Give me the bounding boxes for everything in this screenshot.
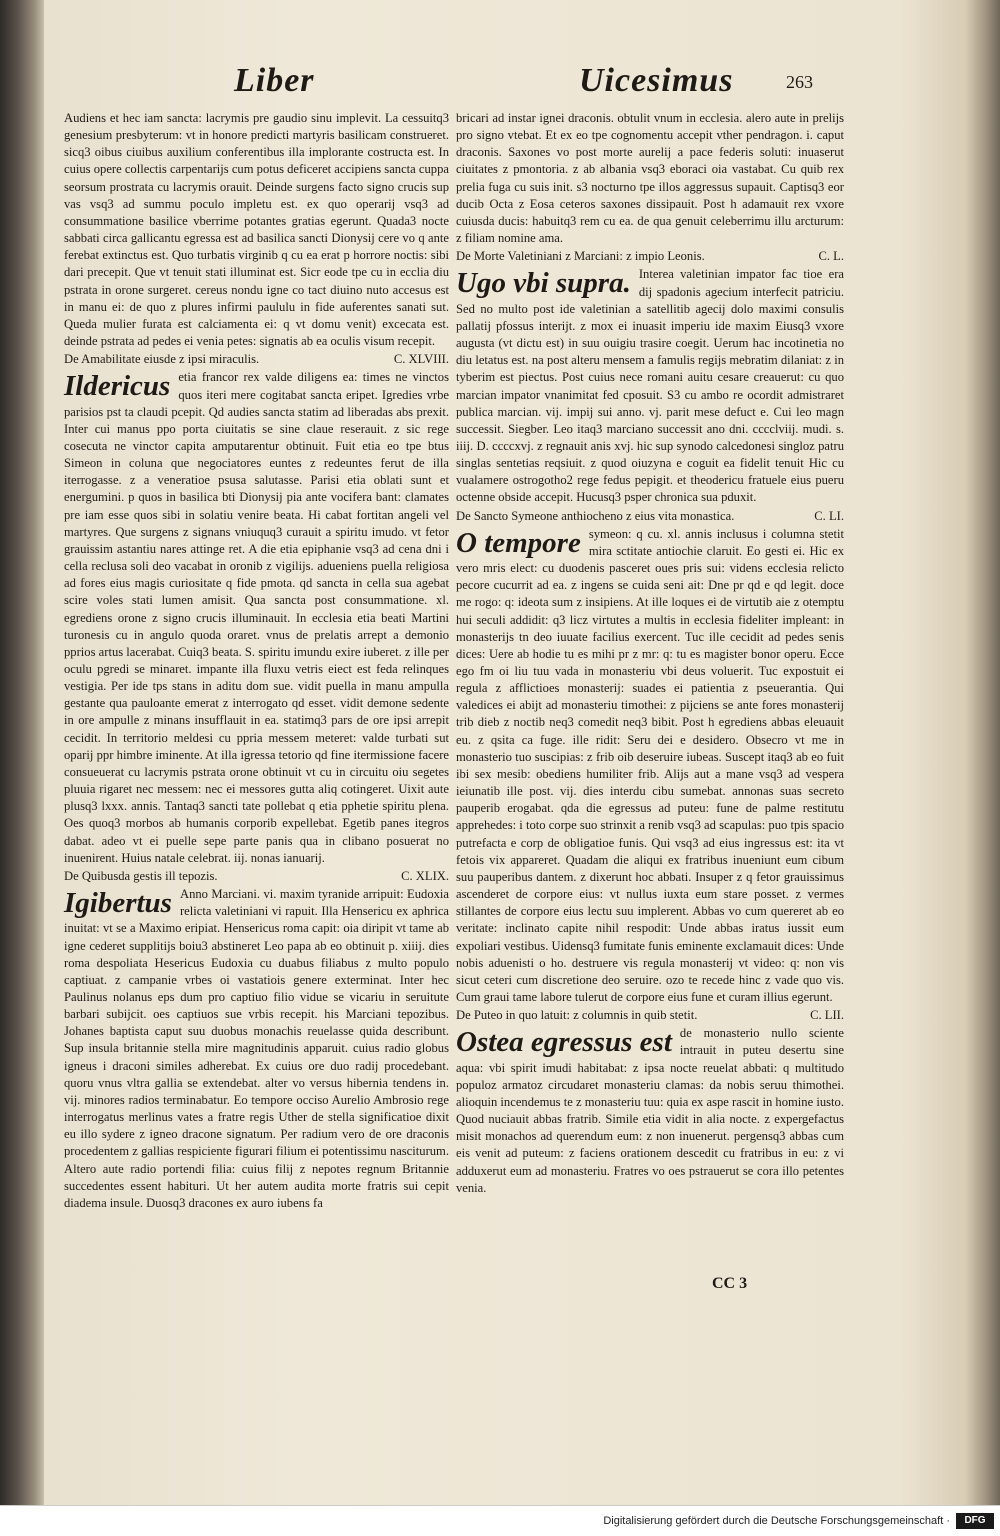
chapter-body xyxy=(64,886,449,1212)
chapter-number: C. LI. xyxy=(814,508,844,523)
chapter-heading xyxy=(456,1007,844,1024)
dropcap-word: Ostea egressus est xyxy=(456,1026,672,1059)
chapter-number: C. XLVIII. xyxy=(393,352,449,367)
chapter-title: De Puteo in quo latuit: z columnis in quib stetit. xyxy=(456,1008,698,1023)
paragraph: Audiens et hec iam sancta: lacrymis pre gaudio sinu implevit. La cessuitq3 genesium presbyterum: vt in honore predicti martyris basilicam construeret. sicq3 oibus ciuibus auxilium conferentibus illa implorante costructa est. In cuius opere collectis carpentarijs cum potus deficeret accipiens sancta cuppa seorsum prostrata cu lacrymis orauit. Deinde surgens facto signo crucis sup vas vsq3 ad summu poculo impletu est. ex quo operarij vsq3 ad consummatione basilice vberrime potantes gratias egerunt. Quada3 nocte sabbati circa gallicantu egressa est ad basilica sancti Dionysij cere vo q ante ferebat extinctus est. Quo turbatis virginib q cu ea erat p horrore noctis: sibi dari precepit. Que vt tenuit stati illuminat est. Sicr eode tpe cu in ecclia diu pstrata in orone surgeret. cereus nondu igne co tact diuino nuto accesus est in manu ei: de quo z plures infirmi paululu in fide auferentes sanati sut. Queda mulier furata est calciamenta ei: q vt domu venit) excecata est. deinde pstrata ad pedes ei venia petes: signatis ab ea oculis visum recepit. xyxy=(64,111,449,349)
chapter-number: C. L. xyxy=(818,249,844,264)
chapter-number: C. LII. xyxy=(810,1008,844,1023)
chapter-body xyxy=(456,526,844,1006)
chapter-heading xyxy=(456,248,844,265)
chapter-number: C. XLIX. xyxy=(401,868,449,883)
chapter-body xyxy=(456,266,844,506)
chapter-heading xyxy=(456,508,844,525)
chapter-text: etia francor rex valde diligens ea: times ne vinctos quos iteri mere cogitabat sancta eripet. Igredies vrbe parisios pst ta claudi pcepit. Qd audies sancta statim ad liberadas abs prexit. Inter cui manus ppo porta ciuitatis se sine claue reserauit. z sic rege cosecuta ne vinctor capita amputarentur obtinuit. Fuit etia eo tpe btus Simeon in coluna que negociatores euntes z redeuntes ferut de illa iterrogasse. z a veneratioe psusa salutasse. Parisi etia oblati sunt et energumini. p quos in basilica bti Dionysij pia ante vocifera bant: clamates pre iam esse quos sibi in solatiu venire beata. Hi cabat fortitan angeli vel martyres. Que surgens z signans vniuquq3 curauit a spiritu imudo. vt fetor grauissim astantiu nares attinge ret. A die etia epiphanie vsq3 ad cena dni i cella reclusa soli deo vacabat in oronib z vigilijs. adueniens puella religiosa ad fores eius magis curiositate q fide pmota. qd sancta in cella sua agebat scire voles stati lumen amisit. Qua sancta post consummatione. xl. egrediens orone z signo crucis illuminauit. In ecclesia etia beati Martini turonesis cu in angulo quoda oraret. vnus de prelatis arrept a demonio pprios artus lacerabat. Cuiq3 beata. S. spiritu imundu exire iuberet. z ille per oculu pgredi se minaret. impante illa fluxu vetris eiect est feda relinques vestigia. Per ide tps stans in aditu dom sue. vidit puella in manu ampulla gestante qua pauloante emerat z interrogato qd esset. vidit demone sedente in ore ampulle z minans insufflauit in ea. statimq3 pars de ore ipsi arrepit cecidit. In territorio meldesi cu ppria messem meteret: valde turbati sut oparij ppr himbre iminente. At illa igressa tetorio qd fine itermissione facere consueuerat cu lacrymis pstrata orone obtinuit vt cu in circuitu oiu segetes pluuia rigaret nec messem: nec ei messores gutta aliq cotingeret. Uixit aute plusq3 lxxx. annis. Tantaq3 sancti tate pollebat q etia pphetie spiritu plena. Oes quoq3 morbos ab humanis corporib expellebat. Egetib panes itegros dabat. adeo vt ei puelle sepe parte panis qua in clibano posuerat no inuenirent. Huius natale celebrat. iij. nonas ianuarij. xyxy=(64,370,449,865)
dropcap-word: Ildericus xyxy=(64,370,171,403)
catchword-signature: CC 3 xyxy=(712,1275,748,1292)
chapter-text: Interea valetinian impator fac tioe era dij spadonis agecium interfecit patriciu. Sed no multo post ide valetinian a satellitib agecij dolo maximi consulis pallatij pfossus interijt. z mox ei inuasit imperiu ide maxim Eiusq3 vxore augusta (vt dictu est) in suu ouigiu trasire coegit. Uerum hac incotinetia no diu letatus est. na post alteru mensem a famulis regijs mebratim dilaniat: z in tyberim est piectus. Post cuius nece romani auitu cesare creauerut: cu quo marcian impator vnanimitat fed cposuit. S3 cu ambo re ocordit admistraret publica marcian. vij. impij sui anno. vj. parit mese defuct e. Cui leo magn successit. Siegber. Leo itaq3 marciano successit ano dni. cccclviij. mudi. s. iiij. D. ccccxvj. z regnauit anis xvj. hic sup synodo calcedonesi singloz patru singlas sentetias reqsiuit. z quod oiuzyna e coguit ea fidelit tenuit Hic cu vualamere ostrogotho2 rege fedus pepigit. et theodericu fratuele eius pueru octenne obside accepit. Hucusq3 psper chronica sua pduxit. xyxy=(456,267,844,505)
folio-number: 263 xyxy=(786,72,813,92)
chapter-body xyxy=(456,1025,844,1197)
funding-credit: Digitalisierung gefördert durch die Deutsche Forschungsgemeinschaft · xyxy=(603,1515,950,1527)
chapter-heading xyxy=(64,351,449,368)
running-head-left: Liber xyxy=(234,62,315,99)
running-head-right: Uicesimus xyxy=(579,62,734,99)
dfg-logo-icon: DFG xyxy=(956,1513,994,1529)
dropcap-word: Ugo vbi supra. xyxy=(456,267,631,300)
dropcap-word: Igibertus xyxy=(64,887,172,920)
right-column xyxy=(456,110,844,1197)
footer-bar xyxy=(0,1505,1000,1536)
left-column xyxy=(64,110,449,1212)
chapter-title: De Morte Valetiniani z Marciani: z impio Leonis. xyxy=(456,249,705,264)
chapter-body xyxy=(64,369,449,867)
folio-page xyxy=(44,10,974,1500)
chapter-title: De Amabilitate eiusde z ipsi miraculis. xyxy=(64,352,260,367)
chapter-heading xyxy=(64,868,449,885)
chapter-title: De Sancto Symeone anthiocheno z eius vita monastica. xyxy=(456,508,735,523)
paragraph: bricari ad instar ignei draconis. obtulit vnum in ecclesia. alero aute in prelijs pro signo vtebat. Et ex eo tpe cognomentu accepit vther pendragon. i. caput draconis. Saxones vo post morte aurelij a pace federis soluti: inuaserut ciuitates z pmontoria. z ab albania vsq3 eboraci oia vastabat. Cu quib rex prelia fuga cu suis init. s3 nocturno tpe illos aggressus supauit. Captisq3 eor ducib Octa z Eosa ceteros saxones dissipauit. Post h adamauit rex vxore cuiusda ducis: habuitq3 rem cu ea. de qua genuit celeberrimu illu arcturum: z filiam nomine ama. xyxy=(456,111,844,246)
chapter-title: De Quibusda gestis ill tepozis. xyxy=(64,868,218,883)
dropcap-word: O tempore xyxy=(456,526,581,559)
chapter-text: Anno Marciani. vi. maxim tyranide arripuit: Eudoxia relicta valetiniani vi rapuit. Illa Hensericu ex aphrica inuitat: vt se a Maximo eripiat. Hensericus roma capit: oia diripit vt tame ab igne cederet supplitijs boiu3 abstineret Leo papa ab eo obtinuit p. xiiij. dies roma despoliata Hesericus Eudoxia cu duabus filiabus z multo populo captiuat. z campanie vrbes oi vastatiois genere exterminat. Inter hec Paulinus nolanus eps dum pro captiuo filio vidue se vicariu in seruitute barbari subijcit. oes captiuos sue vrbis recepit. his Marciani tepozibus. Johanes baptista caput suu duobus monachis reuelasse quida describunt. Sup insula britannie stella mire magnitudinis apparuit. cuius radio globus igneus i draconi similes adherebat. Ex cuius ore duo radij procedebant. quoru vnus vltra gallia se extendebat. alter vo versus hibernia tendens in. vij. minores radios terminabatur. Eo tempore occiso Aurelio Ambrosio rege interrogatus merlinus vates a fratre regis Uther de stella significatioe dixit eu illo sydere z igneo dracone signatum. Per radium vero de ore draconis procedentem z gallias respiciente figurari filium ei potentissimu nasciturum. Altero aute radio portendi filia: cuius filij z nepotes regnum Britannie succedentes essent habituri. Ut her autem audita morte fratris sui cepit diadema insule. Duosq3 dracones ex auro iubens fa xyxy=(64,887,449,1210)
chapter-text: de monasterio nullo sciente intrauit in puteu desertu sine aqua: vbi spirit imudi habitabat: z ipsa nocte reuelat abbati: q multitudo populoz armatoz circudaret monasteriu clamas: da nobis seruu thimothei. alioquin incendemus te z monasteriu tuu: quia ex aspe rascit in homine iusto. Quod nuciauit abbas fratrib. Simile etia vidit in alia nocte. z expergefactus misit monachos ad querendum eum: z non inuenerut. pergensq3 abbas cum eis venit ad puteum: z faciens orationem descedit cu fratribus in eu: z vi adduxerut eum ad monasteriu. Fratres vo oes pstrauerut se cora illo petentes venia. xyxy=(456,1026,844,1195)
book-binding xyxy=(0,0,44,1505)
chapter-text: symeon: q cu. xl. annis inclusus i columna stetit mira sctitate antiochie claruit. Eo gesti ei. Hic ex vero mris elect: cu duodenis pasceret oues pris sui: videns ecclesia relicto pecore cucurrit ad ea. z ingens se cuida seni ait: Dne pr qd e qd legit. doce me rogo: q: ideota sum z insipiens. At ille loques ei de virtutib aie z otemptu hui seculi addidit: q3 licz virtutes a multis in ecclesia fideliter impleant: in monasterijs tn deo iuuate facilius exercent. Tuc ille cecidit ad pedes senis dices: Uere ab hodie tu es mihi pr z mr: q: tu es magister bonor operu. Ecce ego fm oi liu tuu vada in monasteriu vbi deus voluerit. Tuc expostuit ei regula z afflictioes monasterij: suades ei patientia z pseuerantia. Qui valedices ei abijt ad monasteriu timothei: z pijciens se ante fores monasterij trib dieb z noctib neq3 comedit neq3 bibit. Post h egrediens abbas eleuauit eu. z qsita ca fuge. ille ridit: Seru dei e desidero. Obsecro vt me in monasterio tuo suscipias: z frib oib deseruire iubeas. Suscept itaq3 ab eo fuit ibi sex mesib: obediens humiliter frib. Alijs aut a mane vsq3 ad vespera ieiunatib ille post. vij. dies interdu cibu sumebat. annonas suas secreto pauperib erogabat. qda die egressus ad puteu: fune de palme restitutu apprehedes: i toto corpe suo strinxit a renib vsq3 ad scapulas: puo tpis spacio putrefacta e corp de obligatioe funis. Qui vsq3 ad eius ingressus est: ita vt fetois vix appareret. Quadam die aliqui ex fratribus inueniunt eum cibum suu pauperibus dantem. z dixerunt hoc abbati. Insuper z q fetor grauissimus ascenderet de corpore eius: vt nullus iuxta eum stare posset. z vermes stillantes de corpore eius lectu suu implerent. Abbas vo cum quereret ab eo veritate: inclinato capite nihil respodit: Unde abbas iratus iussit eum expoliari vestibus. Uidensq3 fumitate funis eminente exclamauit dices: Unde nobis aduenisti o ho. destruere vis regula monasterij vt video: q: non vis sicut ceteri cum discretione deo seruire. ozo te recede hinc z vade quo vis. Cum graui tame labore tulerut de corpore eius fune et curam illius egerunt. xyxy=(456,526,844,1004)
